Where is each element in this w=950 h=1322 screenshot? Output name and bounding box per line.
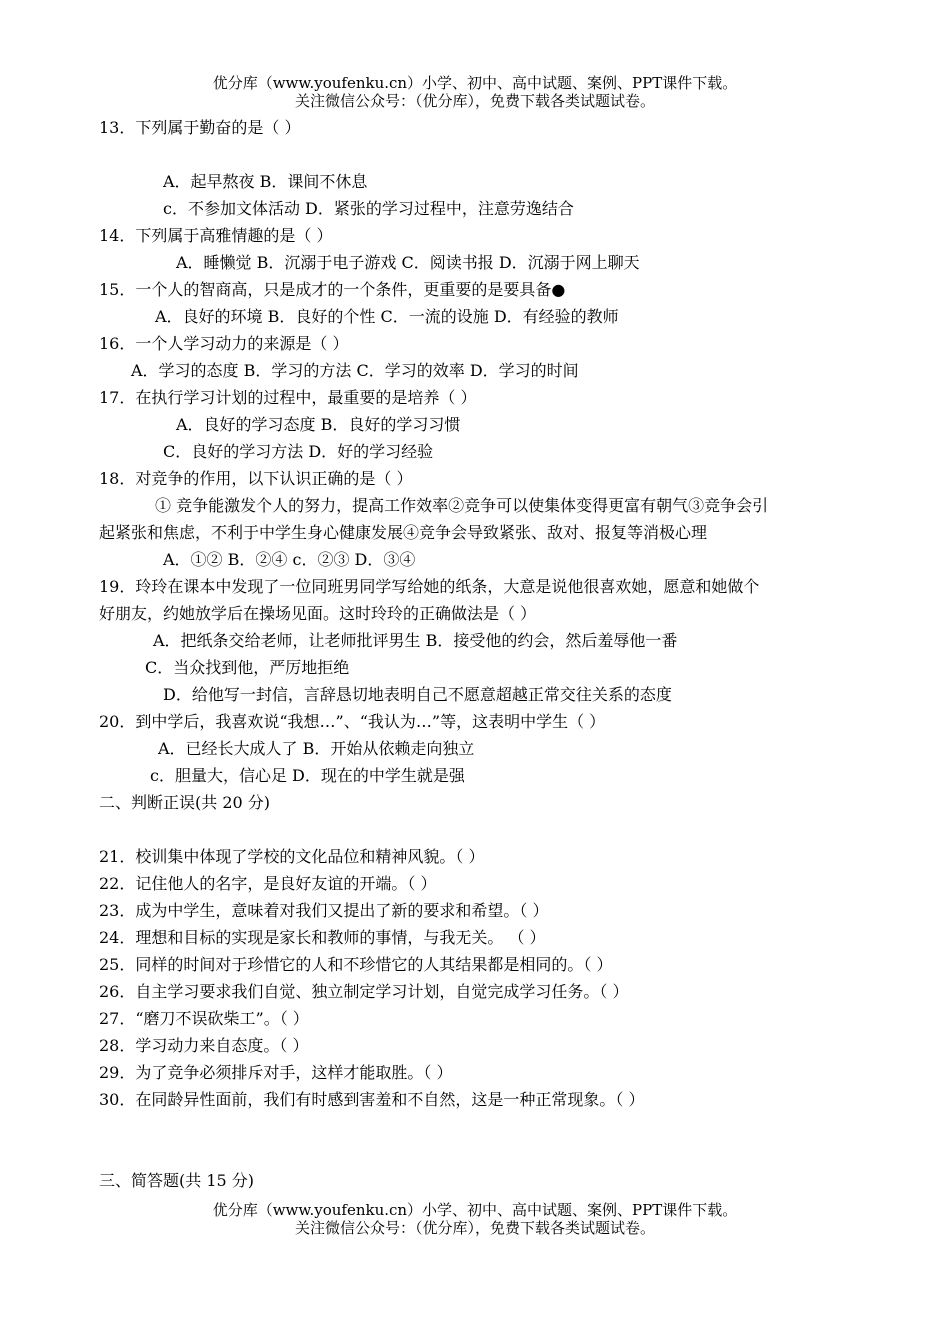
judge-item: 21．校训集中体现了学校的文化品位和精神风貌。（ ） — [99, 847, 485, 866]
judge-item: 28．学习动力来自态度。（ ） — [99, 1036, 309, 1055]
question-16-options: A．学习的态度 B．学习的方法 C．学习的效率 D．学习的时间 — [131, 361, 579, 380]
question-16-stem: 16．一个人学习动力的来源是（ ） — [99, 334, 349, 353]
question-19-options-1: A．把纸条交给老师，让老师批评男生 B．接受他的约会，然后羞辱他一番 — [153, 631, 678, 650]
page-header-line2: 关注微信公众号：（优分库），免费下载各类试题试卷。 — [294, 92, 655, 110]
question-19-options-3: D．给他写一封信，言辞恳切地表明自己不愿意超越正常交往关系的态度 — [163, 685, 672, 704]
judge-item: 29．为了竞争必须排斥对手，这样才能取胜。（ ） — [99, 1063, 453, 1082]
question-20-stem: 20．到中学后，我喜欢说“我想…”、“我认为…”等，这表明中学生（ ） — [99, 712, 606, 731]
question-13-stem: 13．下列属于勤奋的是（ ） — [99, 118, 301, 137]
page-footer-line2: 关注微信公众号：（优分库），免费下载各类试题试卷。 — [294, 1219, 655, 1237]
section-2-title: 二、判断正误(共 20 分) — [99, 793, 271, 812]
question-18-text-1: ① 竞争能激发个人的努力，提高工作效率②竞争可以使集体变得更富有朝气③竞争会引 — [155, 496, 769, 515]
question-19-stem-2: 好朋友，约她放学后在操场见面。这时玲玲的正确做法是（ ） — [99, 604, 537, 623]
question-17-options-2: C．良好的学习方法 D．好的学习经验 — [163, 442, 434, 461]
question-13-options-1: A．起早熬夜 B．课间不休息 — [163, 172, 368, 191]
question-18-options: A．①② B．②④ c．②③ D．③④ — [163, 550, 416, 569]
judge-item: 24．理想和目标的实现是家长和教师的事情，与我无关。 （ ） — [99, 928, 546, 947]
question-18-stem: 18．对竞争的作用，以下认识正确的是（ ） — [99, 469, 413, 488]
judge-item: 26．自主学习要求我们自觉、独立制定学习计划，自觉完成学习任务。（ ） — [99, 982, 629, 1001]
question-14-stem: 14．下列属于高雅情趣的是（ ） — [99, 226, 333, 245]
question-20-options-2: c．胆量大，信心足 D．现在的中学生就是强 — [150, 766, 465, 785]
section-3-title: 三、简答题(共 15 分) — [99, 1171, 255, 1190]
question-17-options-1: A．良好的学习态度 B．良好的学习习惯 — [176, 415, 461, 434]
question-20-options-1: A．已经长大成人了 B．开始从依赖走向独立 — [158, 739, 475, 758]
judge-item: 25．同样的时间对于珍惜它的人和不珍惜它的人其结果都是相同的。（ ） — [99, 955, 613, 974]
judge-item: 30．在同龄异性面前，我们有时感到害羞和不自然，这是一种正常现象。（ ） — [99, 1090, 645, 1109]
question-17-stem: 17．在执行学习计划的过程中，最重要的是培养（ ） — [99, 388, 477, 407]
question-14-options: A．睡懒觉 B．沉溺于电子游戏 C．阅读书报 D．沉溺于网上聊天 — [176, 253, 640, 272]
question-15-stem: 15．一个人的智商高，只是成才的一个条件，更重要的是要具备● — [99, 280, 566, 299]
question-19-options-2: C．当众找到他，严厉地拒绝 — [145, 658, 350, 677]
page-footer-line1: 优分库（www.youfenku.cn）小学、初中、高中试题、案例、PPT课件下载。 — [212, 1201, 738, 1219]
judge-item: 22．记住他人的名字，是良好友谊的开端。（ ） — [99, 874, 437, 893]
judge-item: 23．成为中学生，意味着对我们又提出了新的要求和希望。（ ） — [99, 901, 549, 920]
question-15-options: A．良好的环境 B．良好的个性 C．一流的设施 D．有经验的教师 — [155, 307, 619, 326]
question-13-options-2: c．不参加文体活动 D．紧张的学习过程中，注意劳逸结合 — [163, 199, 574, 218]
judge-item: 27．“磨刀不误砍柴工”。（ ） — [99, 1009, 309, 1028]
page-header-line1: 优分库（www.youfenku.cn）小学、初中、高中试题、案例、PPT课件下载。 — [212, 74, 738, 92]
question-18-text-2: 起紧张和焦虑，不利于中学生身心健康发展④竞争会导致紧张、敌对、报复等消极心理 — [99, 523, 708, 542]
question-19-stem-1: 19．玲玲在课本中发现了一位同班男同学写给她的纸条，大意是说他很喜欢她，愿意和她做个 — [99, 577, 760, 596]
